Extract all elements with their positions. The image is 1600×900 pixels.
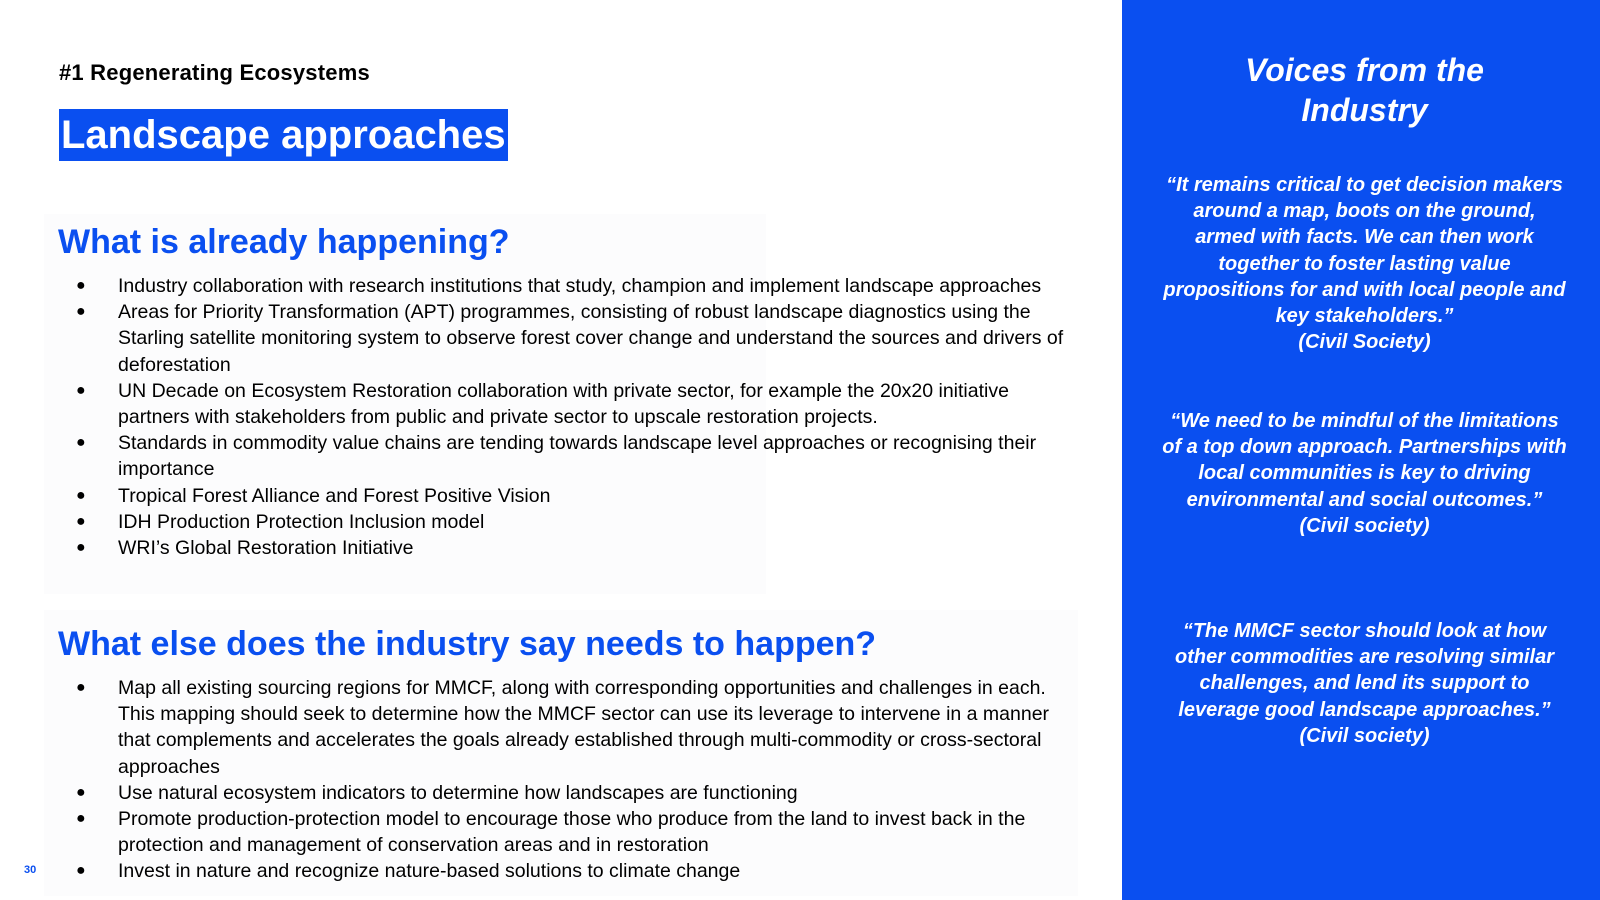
list-item (0, 273, 1080, 299)
bullet-icon: ● (76, 303, 86, 321)
quote-source: (Civil society) (1299, 514, 1430, 537)
list-item-text: Areas for Priority Transformation (APT) programmes, consisting of robust landscape diagnostics using the Starling satellite monitoring system to observe forest cover change and understand the sources and drivers of deforestation (118, 301, 1064, 376)
voices-title-line2: Industry (1301, 92, 1428, 128)
list-item-text: WRI’s Global Restoration Initiative (118, 537, 414, 560)
needs-list (0, 675, 1080, 885)
quote (1162, 172, 1567, 355)
needs-heading: What else does the industry say needs to happen? (58, 625, 877, 663)
list-item (0, 535, 1080, 561)
quote (1162, 618, 1567, 749)
bullet-icon: ● (76, 277, 86, 294)
list-item (0, 430, 1080, 482)
list-item-text: Invest in nature and recognize nature-based solutions to climate change (118, 860, 741, 883)
bullet-icon: ● (76, 539, 86, 557)
bullet-icon: ● (76, 512, 86, 530)
bullet-icon: ● (76, 434, 86, 452)
list-item (0, 299, 1080, 378)
bullet-icon: ● (76, 810, 86, 828)
list-item-text: UN Decade on Ecosystem Restoration collaboration with private sector, for example the 20x20 initiative partners with stakeholders from public and private sector to upscale restoration projects. (118, 379, 1009, 429)
list-item (0, 675, 1080, 780)
quote-source: (Civil society) (1299, 724, 1430, 747)
list-item-text: Tropical Forest Alliance and Forest Positive Vision (118, 484, 551, 507)
list-item-text: Industry collaboration with research institutions that study, champion and implement landscape approaches (118, 275, 1042, 297)
list-item (0, 858, 1080, 884)
quote-source: (Civil Society) (1298, 331, 1431, 354)
list-item-text: Promote production-protection model to encourage those who produce from the land to invest back in the protection and management of conservation areas and in restoration (118, 808, 1026, 857)
list-item (0, 780, 1080, 806)
list-item (0, 483, 1080, 509)
bullet-icon: ● (76, 486, 86, 504)
quote-text: “We need to be mindful of the limitations of a top down approach. Partnerships with local communities is key to driving environmental and social outcomes.” (1162, 410, 1567, 511)
quote-text: “The MMCF sector should look at how other commodities are resolving similar challenges, and lend its support to leverage good landscape approaches.” (1174, 620, 1554, 721)
list-item (0, 509, 1080, 535)
section-label: #1 Regenerating Ecosystems (59, 60, 370, 85)
quote-text: “It remains critical to get decision makers around a map, boots on the ground, armed with facts. We can then work together to foster lasting value propositions for and with local people and key stakeholders.” (1163, 174, 1566, 328)
bullet-icon: ● (76, 783, 86, 801)
bullet-icon: ● (76, 381, 86, 399)
bullet-icon: ● (76, 679, 86, 696)
voices-panel (1122, 0, 1600, 900)
list-item (0, 378, 1080, 430)
list-item-text: IDH Production Protection Inclusion model (118, 510, 485, 533)
quote (1162, 408, 1567, 539)
happening-list (0, 273, 1080, 561)
list-item-text: Use natural ecosystem indicators to determine how landscapes are functioning (118, 781, 798, 804)
voices-title-line1: Voices from the (1245, 52, 1484, 88)
happening-heading: What is already happening? (58, 223, 510, 261)
list-item-text: Map all existing sourcing regions for MMCF, along with corresponding opportunities and challenges in each. This mapping should seek to determine how the MMCF sector can use its leverage to intervene in a manner that complements and accelerates the goals already established through multi-commodity or cross-sectoral approaches (118, 677, 1050, 778)
voices-title (1122, 50, 1600, 130)
page-title: Landscape approaches (59, 109, 508, 161)
list-item-text: Standards in commodity value chains are tending towards landscape level approaches or recognising their importance (118, 432, 1037, 481)
page-number: 30 (24, 864, 37, 876)
bullet-icon: ● (76, 862, 86, 880)
list-item (0, 806, 1080, 858)
